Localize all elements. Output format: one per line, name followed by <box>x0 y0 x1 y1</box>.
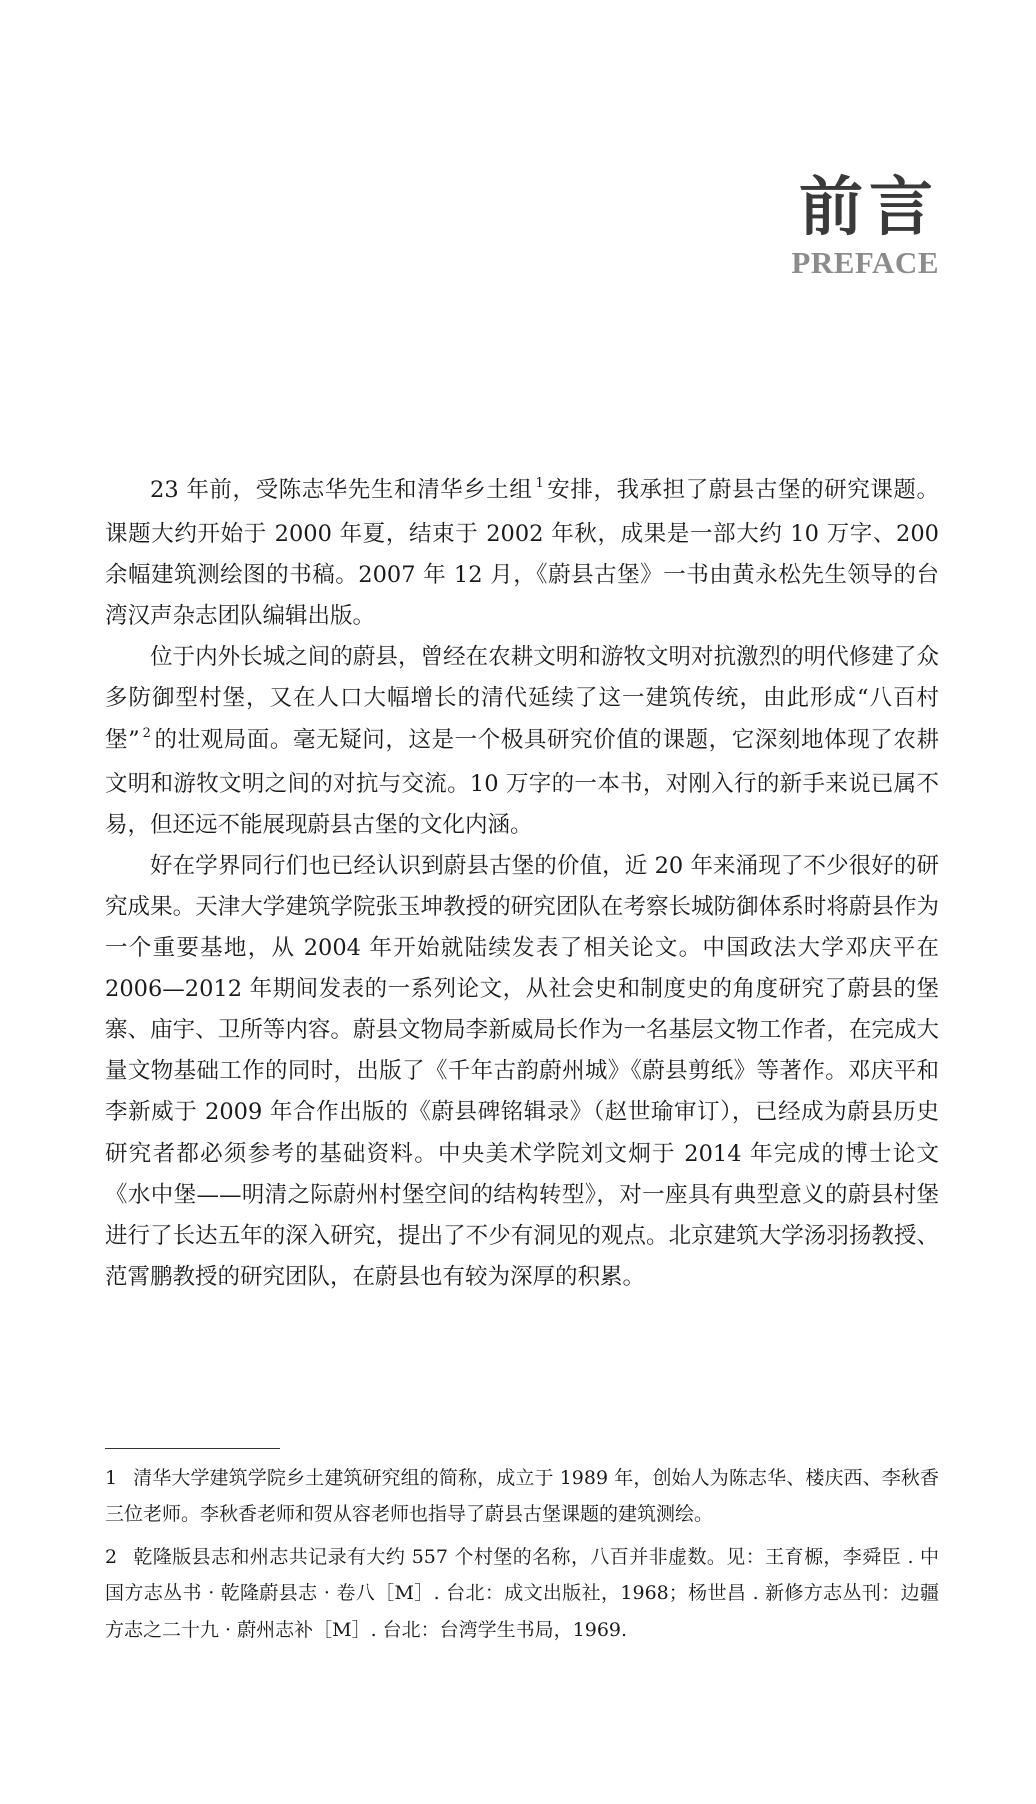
footnote-number: 2 <box>105 1545 118 1568</box>
paragraph-3: 好在学界同行们也已经认识到蔚县古堡的价值，近 20 年来涌现了不少很好的研究成果。天津大学建筑学院张玉坤教授的研究团队在考察长城防御体系时将蔚县作为一个重要基地，从 2004 年开始就陆续发表了相关论文。中国政法大学邓庆平在 2006—2012 年期间发表的一系列论文，从社会史和制度史的角度研究了蔚县的堡寨、庙宇、卫所等内容。蔚县文物局李新威局长作为一名基层文物工作者，在完成大量文物基础工作的同时，出版了《千年古韵蔚州城》《蔚县剪纸》等著作。邓庆平和李新威于 2009 年合作出版的《蔚县碑铭辑录》（赵世瑜审订），已经成为蔚县历史研究者都必须参考的基础资料。中央美术学院刘文炯于 2014 年完成的博士论文《水中堡——明清之际蔚州村堡空间的结构转型》，对一座具有典型意义的蔚县村堡进行了长达五年的深入研究，提出了不少有洞见的观点。北京建筑大学汤羽扬教授、范霄鹏教授的研究团队，在蔚县也有较为深厚的积累。 <box>105 852 939 1290</box>
footnote-text: 乾隆版县志和州志共记录有大约 557 个村堡的名称，八百并非虚数。见：王育榞，李舜臣 . 中国方志丛书 · 乾隆蔚县志 · 卷八［M］. 台北：成文出版社，1968；杨世昌 . 新修方志丛刊：边疆方志之二十九 · 蔚州志补［M］. 台北：台湾学生书局，1969. <box>105 1545 939 1641</box>
page-heading <box>791 170 939 280</box>
paragraph-text: 位于内外长城之间的蔚县，曾经在农耕文明和游牧文明对抗激烈的明代修建了众多防御型村堡，又在人口大幅增长的清代延续了这一建筑传统，由此形成“八百村堡” <box>105 644 939 753</box>
footnotes <box>105 1460 939 1654</box>
paragraph-text: 23 年前，受陈志华先生和清华乡土组 <box>150 477 533 503</box>
footnote-1 <box>105 1460 939 1533</box>
paragraph-1 <box>105 470 939 637</box>
page-title-english: PREFACE <box>791 245 939 280</box>
paragraph-text: 安排，我承担了蔚县古堡的研究课题。课题大约开始于 2000 年夏，结束于 2002 年秋，成果是一部大约 10 万字、200 余幅建筑测绘图的书稿。2007 年 12 月，《蔚县古堡》一书由黄永松先生领导的台湾汉声杂志团队编辑出版。 <box>105 477 939 630</box>
footnote-ref-2[interactable]: 2 <box>142 725 151 741</box>
footnote-number: 1 <box>105 1467 118 1489</box>
body-text <box>105 470 939 1298</box>
paragraph-text: 的壮观局面。毫无疑问，这是一个极具研究价值的课题，它深刻地体现了农耕文明和游牧文明之间的对抗与交流。10 万字的一本书，对刚入行的新手来说已属不易，但还远不能展现蔚县古堡的文化内涵。 <box>105 726 939 838</box>
footnote-2 <box>105 1539 939 1648</box>
footnote-text: 清华大学建筑学院乡土建筑研究组的简称，成立于 1989 年，创始人为陈志华、楼庆西、李秋香三位老师。李秋香老师和贺从容老师也指导了蔚县古堡课题的建筑测绘。 <box>105 1467 939 1526</box>
footnote-divider <box>105 1448 280 1449</box>
footnote-ref-1[interactable]: 1 <box>535 476 544 491</box>
paragraph-2 <box>105 637 939 845</box>
page-title: 前言 <box>799 170 939 245</box>
